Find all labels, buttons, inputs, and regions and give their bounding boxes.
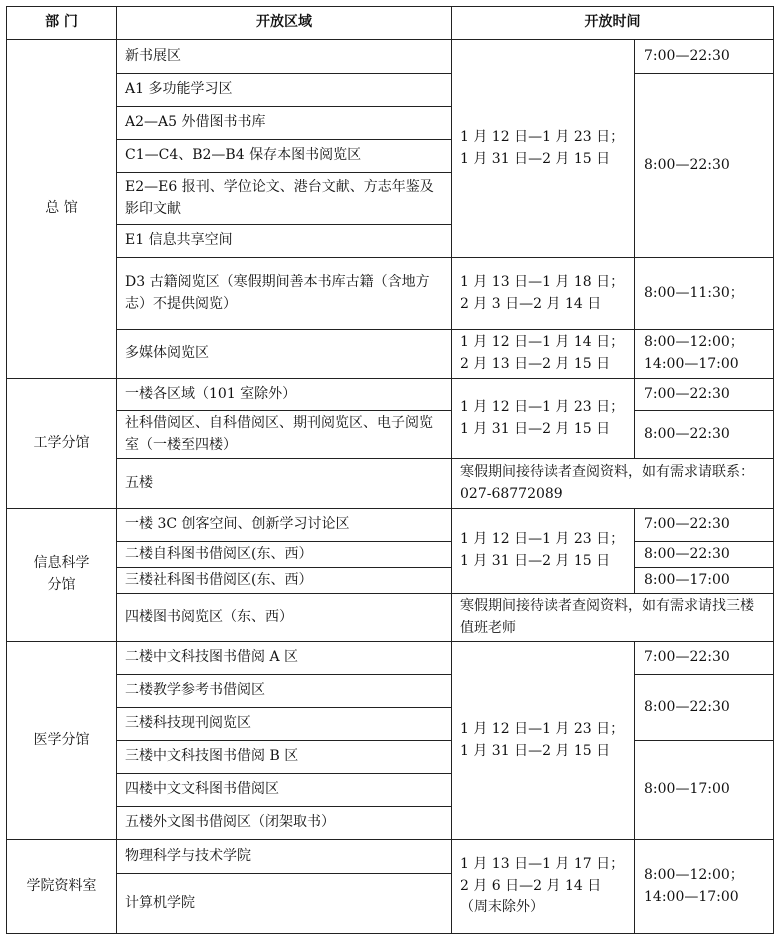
table-row [7, 330, 774, 379]
table-row [7, 509, 774, 542]
dept-eng: 工学分馆 [7, 379, 117, 509]
dept-info [7, 509, 117, 642]
date-line: 2 月 3 日—2 月 14 日 [460, 295, 602, 312]
date-cell [452, 509, 635, 594]
time-line: 14:00—17:00 [644, 888, 739, 905]
time-cell [635, 330, 774, 379]
date-line: 1 月 13 日—1 月 18 日； [460, 273, 625, 290]
area-cell: 四楼图书阅览区（东、西） [117, 594, 452, 642]
dept-college: 学院资料室 [7, 840, 117, 934]
area-cell: 四楼中文文科图书借阅区 [117, 774, 452, 807]
date-line: 1 月 31 日—2 月 15 日 [460, 553, 611, 569]
time-cell: 7:00—22:30 [635, 509, 774, 542]
area-cell: 多媒体阅览区 [117, 330, 452, 379]
area-cell: E2—E6 报刊、学位论文、港台文献、方志年鉴及影印文献 [117, 173, 452, 225]
table-row [7, 542, 774, 568]
date-line: （周末除外） [460, 899, 544, 916]
area-cell: 二楼教学参考书借阅区 [117, 675, 452, 708]
date-line: 1 月 31 日—2 月 15 日 [460, 420, 611, 437]
area-cell: 二楼自科图书借阅区(东、西） [117, 542, 452, 568]
time-cell: 7:00—22:30 [635, 642, 774, 675]
time-line: 8:00—12:00； [644, 866, 744, 883]
dept-info-line: 信息科学 [33, 555, 90, 572]
time-line: 14:00—17:00 [644, 356, 739, 372]
header-dept: 部 门 [7, 7, 117, 40]
dept-info-line: 分馆 [47, 577, 76, 593]
header-row [7, 7, 774, 40]
time-cell: 7:00—22:30 [635, 379, 774, 411]
area-cell: A2—A5 外借图书书库 [117, 107, 452, 140]
area-cell: D3 古籍阅览区（寒假期间善本书库古籍（含地方志）不提供阅览） [117, 258, 452, 330]
area-cell: 物理科学与技术学院 [117, 840, 452, 874]
area-cell: E1 信息共享空间 [117, 225, 452, 258]
table-row [7, 40, 774, 74]
time-cell: 8:00—11:30； [635, 258, 774, 330]
table-row [7, 840, 774, 874]
area-cell: 五楼 [117, 459, 452, 509]
area-cell: 新书展区 [117, 40, 452, 74]
area-cell: 计算机学院 [117, 874, 452, 934]
date-line: 1 月 12 日—1 月 23 日； [460, 720, 625, 737]
time-cell: 8:00—22:30 [635, 675, 774, 741]
table-row [7, 459, 774, 509]
table-row [7, 594, 774, 642]
area-cell: 五楼外文图书借阅区（闭架取书） [117, 807, 452, 840]
date-cell [452, 258, 635, 330]
date-cell [452, 840, 635, 934]
time-cell: 7:00—22:30 [635, 40, 774, 74]
date-cell [452, 379, 635, 459]
time-cell [635, 840, 774, 934]
date-cell [452, 40, 635, 258]
time-cell: 8:00—22:30 [635, 74, 774, 258]
table-row [7, 74, 774, 107]
area-cell: 一楼 3C 创客空间、创新学习讨论区 [117, 509, 452, 542]
time-cell: 8:00—22:30 [635, 411, 774, 459]
table-row [7, 411, 774, 459]
note-cell: 寒假期间接待读者查阅资料，如有需求请联系：027-68772089 [452, 459, 774, 509]
date-line: 1 月 12 日—1 月 23 日； [460, 531, 625, 548]
area-cell: 二楼中文科技图书借阅 A 区 [117, 642, 452, 675]
table-row [7, 741, 774, 774]
date-line: 1 月 31 日—2 月 15 日 [460, 742, 611, 759]
note-cell: 寒假期间接待读者查阅资料，如有需求请找三楼值班老师 [452, 594, 774, 642]
table-row [7, 258, 774, 330]
table-row [7, 675, 774, 708]
date-line: 1 月 12 日—1 月 23 日； [460, 398, 625, 415]
opening-hours-table [6, 6, 774, 934]
area-cell: 三楼社科图书借阅区(东、西） [117, 568, 452, 594]
table-row [7, 642, 774, 675]
dept-main: 总 馆 [7, 40, 117, 379]
header-time: 开放时间 [452, 7, 774, 40]
date-line: 1 月 31 日—2 月 15 日 [460, 150, 611, 167]
date-line: 1 月 12 日—1 月 23 日； [460, 128, 625, 145]
dept-med: 医学分馆 [7, 642, 117, 840]
table-row [7, 568, 774, 594]
area-cell: 社科借阅区、自科借阅区、期刊阅览区、电子阅览室（一楼至四楼） [117, 411, 452, 459]
date-line: 1 月 12 日—1 月 14 日； [460, 334, 625, 351]
date-line: 2 月 13 日—2 月 15 日 [460, 356, 611, 372]
table-row [7, 379, 774, 411]
date-cell [452, 642, 635, 840]
area-cell: 三楼中文科技图书借阅 B 区 [117, 741, 452, 774]
time-cell: 8:00—17:00 [635, 741, 774, 840]
area-cell: 三楼科技现刊阅览区 [117, 708, 452, 741]
time-line: 8:00—12:00； [644, 334, 744, 351]
area-cell: C1—C4、B2—B4 保存本图书阅览区 [117, 140, 452, 173]
date-line: 1 月 13 日—1 月 17 日； [460, 855, 625, 872]
date-cell [452, 330, 635, 379]
time-cell: 8:00—22:30 [635, 542, 774, 568]
area-cell: A1 多功能学习区 [117, 74, 452, 107]
date-line: 2 月 6 日—2 月 14 日 [460, 877, 602, 894]
time-cell: 8:00—17:00 [635, 568, 774, 594]
area-cell: 一楼各区域（101 室除外） [117, 379, 452, 411]
header-area: 开放区域 [117, 7, 452, 40]
